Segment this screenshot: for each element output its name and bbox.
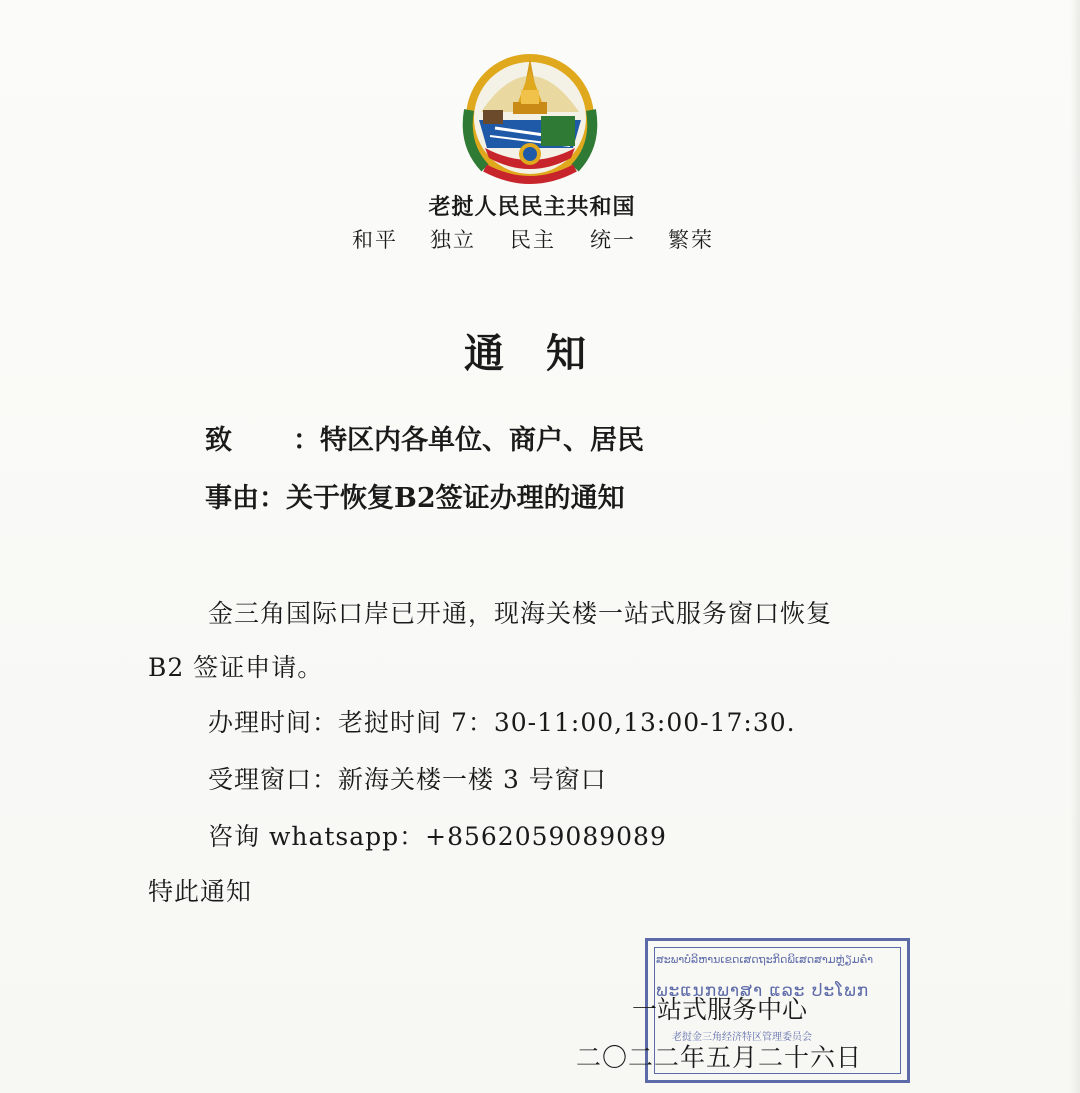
closing-line: 特此通知 (148, 877, 253, 906)
stamp-text: ສະພາບໍລິຫານເຂດເສດຖະກິດພິເສດສາມຫຼ່ຽມຄຳ (656, 953, 874, 966)
page-edge (1070, 0, 1080, 1093)
contact-info: 咨询 whatsapp：+8562059089089 (208, 822, 667, 851)
paragraph-line: 金三角国际口岸已开通，现海关楼一站式服务窗口恢复 (208, 599, 833, 628)
lao-national-emblem-icon (455, 50, 605, 190)
recipient-value: ：特区内各单位、商户、居民 (293, 425, 644, 456)
subject-line (205, 476, 625, 515)
recipient-label: 致 (205, 425, 232, 456)
motto-word: 繁荣 (668, 228, 714, 252)
country-name: 老挝人民民主共和国 (428, 194, 636, 220)
stamp-text: ພະແນກພາສາ ແລະ ປະໂພກ (656, 981, 870, 1001)
motto-word: 民主 (510, 228, 556, 252)
motto-word: 和平 (352, 228, 398, 252)
office-hours: 办理时间：老挝时间 7：30-11:00,13:00-17:30. (208, 708, 796, 737)
motto-word: 独立 (430, 228, 476, 252)
paragraph-line: B2 签证申请。 (148, 653, 324, 682)
subject-label: 事由： (205, 483, 286, 514)
recipient-line (205, 418, 644, 457)
motto-word: 统一 (590, 228, 636, 252)
signer-name: 一站式服务中心 (632, 995, 808, 1024)
stamp-text: 老挝金三角经济特区管理委员会 (672, 1032, 812, 1043)
issue-date: 二〇二二年五月二十六日 (576, 1043, 863, 1072)
service-window: 受理窗口：新海关楼一楼 3 号窗口 (208, 765, 607, 794)
subject-value: 关于恢复B2签证办理的通知 (286, 483, 625, 514)
notice-title: 通 知 (464, 330, 600, 377)
